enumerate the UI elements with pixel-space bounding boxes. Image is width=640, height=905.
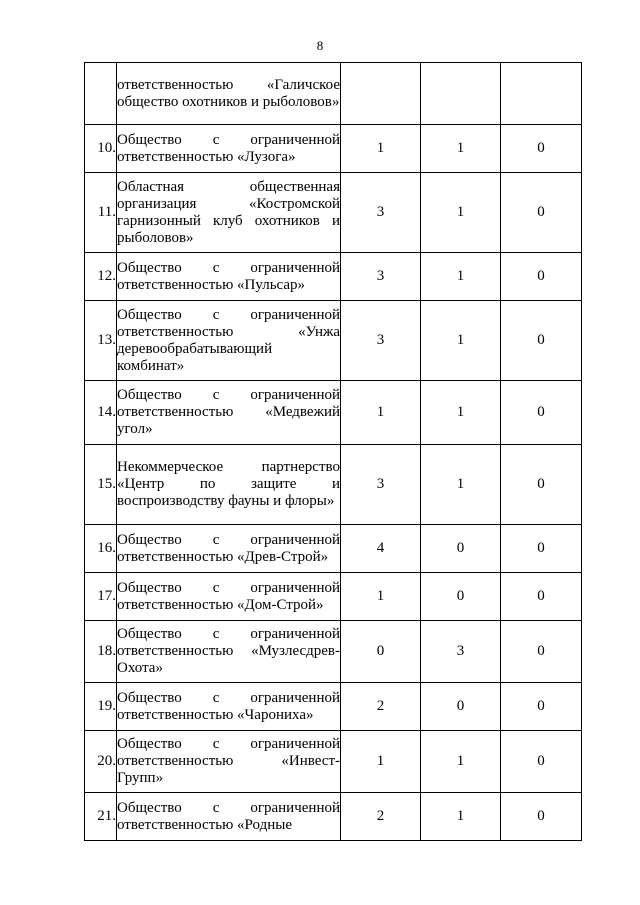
table-row bbox=[85, 173, 582, 253]
row-number: 13. bbox=[85, 301, 117, 381]
value-cell-1: 2 bbox=[341, 793, 421, 841]
value-cell-1: 0 bbox=[341, 621, 421, 683]
row-number: 19. bbox=[85, 683, 117, 731]
row-number: 20. bbox=[85, 731, 117, 793]
value-cell-1: 4 bbox=[341, 525, 421, 573]
organization-name: Общество с ограниченной ответственностью «Чарониха» bbox=[117, 683, 341, 731]
value-cell-1: 1 bbox=[341, 573, 421, 621]
value-cell-1: 3 bbox=[341, 445, 421, 525]
table-row bbox=[85, 683, 582, 731]
row-number bbox=[85, 63, 117, 125]
value-cell-2: 1 bbox=[421, 445, 501, 525]
value-cell-2: 1 bbox=[421, 381, 501, 445]
organization-name: Общество с ограниченной ответственностью «Музлесдрев-Охота» bbox=[117, 621, 341, 683]
value-cell-3: 0 bbox=[501, 621, 582, 683]
value-cell-3: 0 bbox=[501, 683, 582, 731]
value-cell-1: 1 bbox=[341, 125, 421, 173]
table-row bbox=[85, 445, 582, 525]
row-number: 16. bbox=[85, 525, 117, 573]
table-row bbox=[85, 253, 582, 301]
organizations-table bbox=[84, 62, 582, 841]
value-cell-2: 0 bbox=[421, 525, 501, 573]
row-number: 14. bbox=[85, 381, 117, 445]
table-row bbox=[85, 525, 582, 573]
value-cell-1 bbox=[341, 63, 421, 125]
organization-name: Некоммерческое партнерство «Центр по защите и воспроизводству фауны и флоры» bbox=[117, 445, 341, 525]
value-cell-3: 0 bbox=[501, 573, 582, 621]
value-cell-2: 1 bbox=[421, 301, 501, 381]
value-cell-3: 0 bbox=[501, 793, 582, 841]
value-cell-1: 2 bbox=[341, 683, 421, 731]
organization-name: Общество с ограниченной ответственностью «Древ-Строй» bbox=[117, 525, 341, 573]
value-cell-1: 1 bbox=[341, 381, 421, 445]
row-number: 15. bbox=[85, 445, 117, 525]
table-row bbox=[85, 381, 582, 445]
row-number: 18. bbox=[85, 621, 117, 683]
organization-name: Общество с ограниченной ответственностью «Родные bbox=[117, 793, 341, 841]
value-cell-2: 1 bbox=[421, 793, 501, 841]
table-row bbox=[85, 301, 582, 381]
value-cell-3: 0 bbox=[501, 381, 582, 445]
value-cell-2: 3 bbox=[421, 621, 501, 683]
value-cell-2: 0 bbox=[421, 573, 501, 621]
table-row bbox=[85, 125, 582, 173]
value-cell-1: 1 bbox=[341, 731, 421, 793]
organization-name: ответственностью «Галичское общество охотников и рыболовов» bbox=[117, 63, 341, 125]
table-row bbox=[85, 63, 582, 125]
table-row bbox=[85, 573, 582, 621]
value-cell-1: 3 bbox=[341, 253, 421, 301]
page-number: 8 bbox=[316, 38, 324, 53]
value-cell-3: 0 bbox=[501, 173, 582, 253]
value-cell-2: 1 bbox=[421, 731, 501, 793]
organization-name: Общество с ограниченной ответственностью «Дом-Строй» bbox=[117, 573, 341, 621]
organization-name: Общество с ограниченной ответственностью «Медвежий угол» bbox=[117, 381, 341, 445]
row-number: 10. bbox=[85, 125, 117, 173]
value-cell-3: 0 bbox=[501, 525, 582, 573]
organization-name: Областная общественная организация «Костромской гарнизонный клуб охотников и рыболовов» bbox=[117, 173, 341, 253]
organization-name: Общество с ограниченной ответственностью «Пульсар» bbox=[117, 253, 341, 301]
row-number: 21. bbox=[85, 793, 117, 841]
value-cell-2 bbox=[421, 63, 501, 125]
organization-name: Общество с ограниченной ответственностью «Лузога» bbox=[117, 125, 341, 173]
value-cell-3: 0 bbox=[501, 253, 582, 301]
organization-name: Общество с ограниченной ответственностью «Унжа деревообрабатывающий комбинат» bbox=[117, 301, 341, 381]
value-cell-2: 0 bbox=[421, 683, 501, 731]
value-cell-3 bbox=[501, 63, 582, 125]
value-cell-2: 1 bbox=[421, 253, 501, 301]
organization-name: Общество с ограниченной ответственностью «Инвест-Групп» bbox=[117, 731, 341, 793]
table-row bbox=[85, 621, 582, 683]
row-number: 17. bbox=[85, 573, 117, 621]
table-row bbox=[85, 731, 582, 793]
table-row bbox=[85, 793, 582, 841]
row-number: 11. bbox=[85, 173, 117, 253]
value-cell-3: 0 bbox=[501, 125, 582, 173]
value-cell-1: 3 bbox=[341, 301, 421, 381]
value-cell-3: 0 bbox=[501, 445, 582, 525]
value-cell-2: 1 bbox=[421, 125, 501, 173]
value-cell-2: 1 bbox=[421, 173, 501, 253]
row-number: 12. bbox=[85, 253, 117, 301]
value-cell-3: 0 bbox=[501, 301, 582, 381]
value-cell-1: 3 bbox=[341, 173, 421, 253]
value-cell-3: 0 bbox=[501, 731, 582, 793]
